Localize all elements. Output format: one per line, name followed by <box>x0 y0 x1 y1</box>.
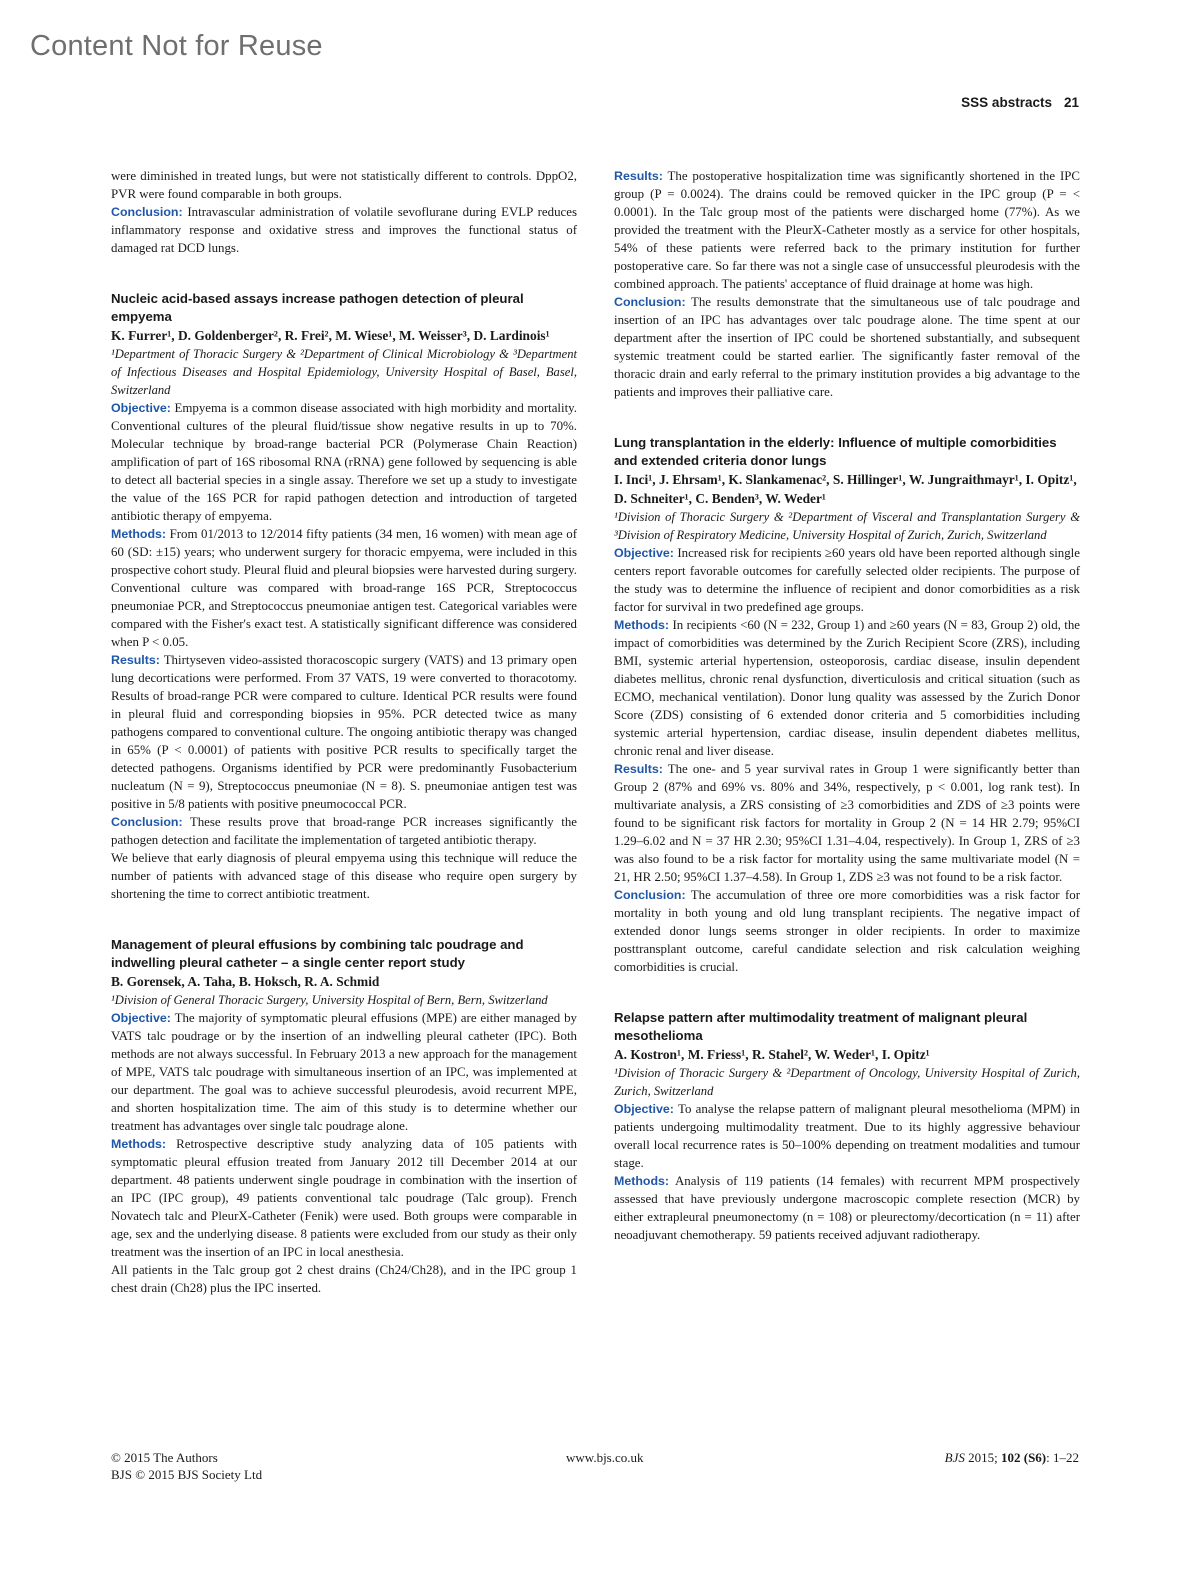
conclusion-label: Conclusion: <box>111 815 183 829</box>
abstract-authors: K. Furrer¹, D. Goldenberger², R. Frei², M. Wiese¹, M. Weisser³, D. Lardinois¹ <box>111 328 550 343</box>
abstract-authors: B. Gorensek, A. Taha, B. Hoksch, R. A. Schmid <box>111 974 380 989</box>
abstract-affiliation: ¹Division of General Thoracic Surgery, University Hospital of Bern, Bern, Switzerland <box>111 993 548 1007</box>
results-paragraph <box>111 651 577 813</box>
conclusion-label: Conclusion: <box>111 205 183 219</box>
methods-label: Methods: <box>111 527 167 541</box>
abstract-mesothelioma-relapse <box>614 1009 1080 1244</box>
results-text: The one- and 5 year survival rates in Group 1 were significantly better than Group 2 (87% and 69% vs. 80% and 34%, respectively, p < 0.001, log rank test). In multivariate analysis, a ZRS consisting of ≥3 comorbidities and ZDS of ≥3 points were found to be significant risk factors for mortality in Group 2 (N = 14 HR 2.79; 95%CI 1.29–6.02 and N = 37 HR 2.30; 95%CI 1.31–4.04, respectively). In Group 1, ZRS of ≥3 was also found to be a risk factor for mortality using the same multivariate model (N = 21, HR 2.50; 95%CI 1.37–4.58). In Group 1, ZDS ≥3 was not found to be a risk factor. <box>614 762 1080 884</box>
abstract-pleural-empyema <box>111 290 577 903</box>
methods-paragraph <box>614 1172 1080 1244</box>
footer-website: www.bjs.co.uk <box>566 1450 644 1465</box>
journal-volume: 102 (S6) <box>1000 1450 1047 1465</box>
running-head-title: SSS abstracts <box>961 95 1052 110</box>
copyright-line-1: © 2015 The Authors <box>111 1450 218 1465</box>
watermark: Content Not for Reuse <box>30 30 323 62</box>
abstract-title: Lung transplantation in the elderly: Influence of multiple comorbidities and extended criteria donor lungs <box>614 435 1057 468</box>
objective-text: Empyema is a common disease associated with high morbidity and mortality. Conventional cultures of the pleural fluid/tissue show negative results in up to 70%. Molecular technique by broad-range bacterial PCR (Polymerase Chain Reaction) amplification of part of 16S ribosomal RNA (rRNA) gene followed by sequencing is able to detect all bacterial species in a single assay. Therefore we set up a study to investigate the value of the 16S PCR for rapid pathogen detection and introduction of targeted antibiotic therapy of empyema. <box>111 401 577 523</box>
conclusion-paragraph <box>614 886 1080 976</box>
journal-name: BJS <box>944 1450 965 1465</box>
objective-label: Objective: <box>614 546 674 560</box>
methods-label: Methods: <box>614 618 670 632</box>
results-text: Thirtyseven video-assisted thoracoscopic surgery (VATS) and 13 primary open lung decortications were performed. From 37 VATS, 19 were converted to thoracotomy. Results of broad-range PCR were compared to culture. Identical PCR results were found in pleural fluid and corresponding biopsies in 95%. PCR detected twice as many pathogens compared to conventional culture. The ongoing antibiotic therapy was changed in 65% (P < 0.0001) of patients with positive PCR results to specifically target the detected pathogens. Organisms identified by PCR were predominantly Fusobacterium nucleatum (N = 9), Streptococcus pneumoniae (N = 8). S. pneumoniae antigen test was positive in 5/8 patients with positive pneumococcal PCR. <box>111 653 577 811</box>
methods-text: From 01/2013 to 12/2014 fifty patients (34 men, 16 women) with mean age of 60 (SD: ±15) years; who underwent surgery for thoracic empyema, were included in this prospective cohort study. Pleural fluid and pleural biopsies were harvested during surgery. Conventional culture was compared with broad-range 16S PCR, Streptococcus pneumoniae PCR, and Streptococcus pneumoniae antigen test. Categorical variables were compared with the Fisher's exact test. A statistically significant difference was considered when P < 0.05. <box>111 527 577 649</box>
methods-paragraph <box>614 616 1080 760</box>
methods-paragraph <box>111 525 577 651</box>
abstract-authors: I. Inci¹, J. Ehrsam¹, K. Slankamenac², S. Hillinger¹, W. Jungraithmayr¹, I. Opitz¹, D. Schneiter¹, C. Benden³, W. Weder¹ <box>614 472 1077 506</box>
objective-label: Objective: <box>111 1011 171 1025</box>
results-paragraph <box>614 760 1080 886</box>
results-label: Results: <box>111 653 160 667</box>
continued-conclusion <box>614 293 1080 401</box>
abstract-affiliation: ¹Division of Thoracic Surgery & ²Department of Visceral and Transplantation Surgery & ³Division of Respiratory Medicine, University Hospital of Zurich, Zurich, Switzerland <box>614 510 1080 542</box>
objective-paragraph <box>614 1100 1080 1172</box>
journal-pages: : 1–22 <box>1046 1450 1079 1465</box>
objective-paragraph <box>111 399 577 525</box>
continued-text: were diminished in treated lungs, but were not statistically different to controls. DppO2, PVR were found comparable in both groups. <box>111 169 577 201</box>
extra-paragraph: We believe that early diagnosis of pleural empyema using this technique will reduce the number of patients with advanced stage of this disease who require open surgery by shortening the time to correct antibiotic treatment. <box>111 851 577 901</box>
continued-results <box>614 167 1080 293</box>
abstract-affiliation: ¹Department of Thoracic Surgery & ²Department of Clinical Microbiology & ³Department of Infectious Diseases and Hospital Epidemiology, University Hospital of Basel, Basel, Switzerland <box>111 347 577 397</box>
results-label: Results: <box>614 762 663 776</box>
extra-paragraph: All patients in the Talc group got 2 chest drains (Ch24/Ch28), and in the IPC group 1 chest drain (Ch28) plus the IPC inserted. <box>111 1263 577 1295</box>
abstract-affiliation: ¹Division of Thoracic Surgery & ²Department of Oncology, University Hospital of Zurich, Zurich, Switzerland <box>614 1066 1080 1098</box>
abstract-authors: A. Kostron¹, M. Friess¹, R. Stahel², W. Weder¹, I. Opitz¹ <box>614 1047 930 1062</box>
left-column <box>111 167 577 1297</box>
methods-label: Methods: <box>614 1174 670 1188</box>
page-number: 21 <box>1063 95 1079 110</box>
copyright-line-2: BJS © 2015 BJS Society Ltd <box>111 1467 263 1482</box>
conclusion-label: Conclusion: <box>614 888 686 902</box>
objective-paragraph <box>614 544 1080 616</box>
objective-text: Increased risk for recipients ≥60 years old have been reported although single centers report favorable outcomes for carefully selected older recipients. The purpose of the study was to determine the influence of recipient and donor comorbidities as a risk factor for survival in two predefined age groups. <box>614 546 1080 614</box>
methods-text: In recipients <60 (N = 232, Group 1) and ≥60 years (N = 83, Group 2) old, the impact of comorbidities was determined by the Zurich Recipient Score (ZRS), including BMI, systemic arterial hypertension, osteoporosis, cardiac disease, insulin dependent diabetes mellitus, chronic renal dysfunction, diverticulosis and critical situation (such as ECMO, mechanical ventilation). Donor lung quality was assessed by the Zurich Donor Score (ZDS) consisting of 6 extended donor criteria and 5 comorbidities including systemic arterial hypertension, cardiac disease, insulin dependent diabetes mellitus, chronic renal and liver disease. <box>614 618 1080 758</box>
running-head <box>961 95 1079 110</box>
right-column <box>614 167 1080 1244</box>
objective-label: Objective: <box>111 401 171 415</box>
results-label: Results: <box>614 169 663 183</box>
objective-text: The majority of symptomatic pleural effusions (MPE) are either managed by VATS talc poudrage or by the insertion of an indwelling pleural catheter (IPC). Both methods are not always successful. In February 2013 a new approach for the management of MPE, VATS talc poudrage with simultaneous insertion of an IPC, was implemented at our department. The goal was to achieve successful pleurodesis, avoid recurrent MPE, and shorten hospitalization time. The aim of this study is to determine whether our treatment has advantages over single talc poudrage alone. <box>111 1011 577 1133</box>
methods-text: Analysis of 119 patients (14 females) with recurrent MPM prospectively assessed that have previously undergone macroscopic complete resection (MCR) by either extrapleural pneumonectomy (n = 108) or pleurectomy/decortication (n = 11) after neoadjuvant chemotherapy. 59 patients received adjuvant radiotherapy. <box>614 1174 1080 1242</box>
abstract-title: Nucleic acid-based assays increase pathogen detection of pleural empyema <box>111 291 524 324</box>
conclusion-label: Conclusion: <box>614 295 686 309</box>
abstract-pleural-effusions <box>111 936 577 1297</box>
abstract-lung-transplantation <box>614 434 1080 976</box>
objective-label: Objective: <box>614 1102 674 1116</box>
methods-paragraph <box>111 1135 577 1261</box>
conclusion-text: The accumulation of three ore more comorbidities was a risk factor for mortality in both young and old lung transplant recipients. The negative impact of extended donor lungs seems stronger in older recipients. In order to maximize posttransplant outcome, careful candidate selection and risk calculation weighing comorbidities is crucial. <box>614 888 1080 974</box>
conclusion-paragraph <box>111 813 577 849</box>
conclusion-text: Intravascular administration of volatile sevoflurane during EVLP reduces inflammatory response and oxidative stress and improves the functional status of damaged rat DCD lungs. <box>111 205 577 255</box>
objective-paragraph <box>111 1009 577 1135</box>
results-text: The postoperative hospitalization time was significantly shortened in the IPC group (P = 0.0024). The drains could be removed quicker in the IPC group (P = < 0.0001). In the Talc group most of the patients were discharged home (77%). As we provided the treatment with the PleurX-Catheter mostly as a service for other hospitals, 54% of these patients were referred back to the primary institution for further postoperative care. So far there was not a single case of unsuccessful pleurodesis with the combined approach. The patients' acceptance of fluid drainage at home was high. <box>614 169 1081 291</box>
conclusion-text: These results prove that broad-range PCR increases significantly the pathogen detection and facilitate the implementation of targeted antibiotic therapy. <box>111 815 577 847</box>
conclusion-text: The results demonstrate that the simultaneous use of talc poudrage and insertion of an IPC has advantages over talc poudrage alone. The time spent at our department after the insertion of IPC could be shortened substantially, and subsequent systemic treatment could be started earlier. The significantly faster removal of the thoracic drain and early referral to the primary institution provides a big advantage to the patients and improves their palliative care. <box>614 295 1080 399</box>
abstract-title: Relapse pattern after multimodality treatment of malignant pleural mesothelioma <box>614 1010 1028 1043</box>
continued-conclusion <box>111 203 577 257</box>
abstract-title: Management of pleural effusions by combining talc poudrage and indwelling pleural catheter – a single center report study <box>111 937 524 970</box>
methods-text: Retrospective descriptive study analyzing data of 105 patients with symptomatic pleural effusion treated from January 2012 till December 2014 at our department. 48 patients underwent single poudrage in combination with the insertion of an IPC (IPC group), 49 patients conventional talc poudrage (Talc group). French Novatech talc and PleurX-Catheter (Fenik) were used. Both groups were comparable in age, sex and the underlying disease. 8 patients were excluded from our study as their only treatment was the insertion of an IPC in local anesthesia. <box>111 1137 577 1259</box>
journal-year: 2015; <box>968 1450 998 1465</box>
footer-copyright <box>111 1449 262 1483</box>
objective-text: To analyse the relapse pattern of malignant pleural mesothelioma (MPM) in patients undergoing multimodality treatment. Due to its highly aggressive behaviour overall local recurrence rates is 50–100% depending on treatment modalities and tumour stage. <box>614 1102 1080 1170</box>
methods-label: Methods: <box>111 1137 167 1151</box>
footer-citation <box>945 1449 1079 1466</box>
